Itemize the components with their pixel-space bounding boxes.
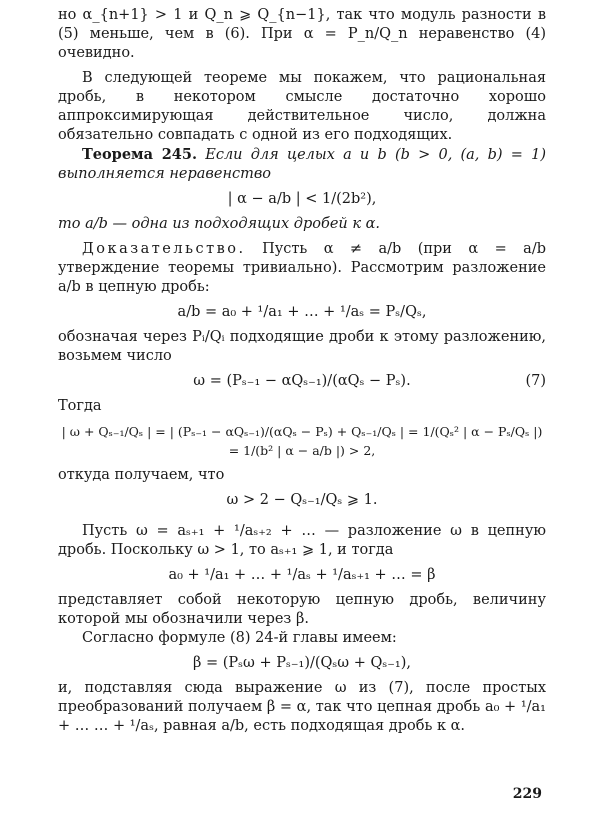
formula-continued-fraction: a/b = a₀ + ¹/a₁ + … + ¹/aₛ = Pₛ/Qₛ, [177, 304, 427, 320]
equation-number-7: (7) [525, 373, 546, 389]
proof-text: Пусть α ≠ a/b (при α = a/b утверждение теоремы тривиально). Рассмотрим разложение a/b в цепную дробь: [58, 241, 546, 295]
paragraph-6: Согласно формуле (8) 24-й главы имеем: [82, 630, 397, 646]
page-number: 229 [512, 786, 542, 802]
then-label: Тогда [58, 398, 102, 414]
page-body [58, 6, 546, 736]
paragraph-1: но α_{n+1} > 1 и Q_n ⩾ Q_{n−1}, так что модуль разности в (5) меньше, чем в (6). При α = P_n/Q_n неравенство (4) очевидно. [58, 7, 546, 61]
formula-omega [58, 372, 546, 391]
theorem-label: Теорема 245. [82, 146, 198, 163]
formula-inequality: ω > 2 − Qₛ₋₁/Qₛ ⩾ 1. [226, 492, 378, 508]
theorem-text: Если для целых a и b (b > 0, (a, b) = 1) выполняется неравенство [58, 147, 547, 182]
paragraph-4: Пусть ω = aₛ₊₁ + ¹/aₛ₊₂ + … — разложение ω в цепную дробь. Поскольку ω > 1, то aₛ₊₁ ⩾ 1, и тогда [58, 523, 546, 558]
formula-long: | ω + Qₛ₋₁/Qₛ | = | (Pₛ₋₁ − αQₛ₋₁)/(αQₛ − Pₛ) + Qₛ₋₁/Qₛ | = 1/(Qₛ² | α − Pₛ/Qₛ |) = 1/(b² | α − a/b |) > 2, [61, 424, 543, 458]
paragraph-2: В следующей теореме мы покажем, что рациональная дробь, в некотором смысле достаточно хорошо аппроксимирующая действительное число, должна обязательно совпадать с одной из его подходящих. [58, 70, 546, 143]
paragraph-7: и, подставляя сюда выражение ω из (7), после простых преобразований получаем β = α, так что цепная дробь a₀ + ¹/a₁ + … … + ¹/aₛ, равная a/b, есть подходящая дробь к α. [58, 680, 546, 734]
proof-paragraph [58, 240, 546, 297]
theorem-formula: | α − a/b | < 1/(2b²), [227, 191, 377, 207]
formula-omega-text: ω = (Pₛ₋₁ − αQₛ₋₁)/(αQₛ − Pₛ). [193, 373, 411, 389]
formula-beta-cf: a₀ + ¹/a₁ + … + ¹/aₛ + ¹/aₛ₊₁ + … = β [168, 567, 436, 583]
hence-label: откуда получаем, что [58, 467, 225, 483]
proof-label: Доказательство. [82, 241, 246, 257]
theorem-conclusion: то a/b — одна из подходящих дробей к α. [58, 216, 381, 232]
theorem-statement [58, 145, 546, 184]
formula-beta: β = (Pₛω + Pₛ₋₁)/(Qₛω + Qₛ₋₁), [192, 655, 412, 671]
paragraph-3: обозначая через Pᵢ/Qᵢ подходящие дроби к этому разложению, возьмем число [58, 329, 546, 364]
paragraph-5: представляет собой некоторую цепную дробь, величину которой мы обозначили через β. [58, 592, 546, 627]
